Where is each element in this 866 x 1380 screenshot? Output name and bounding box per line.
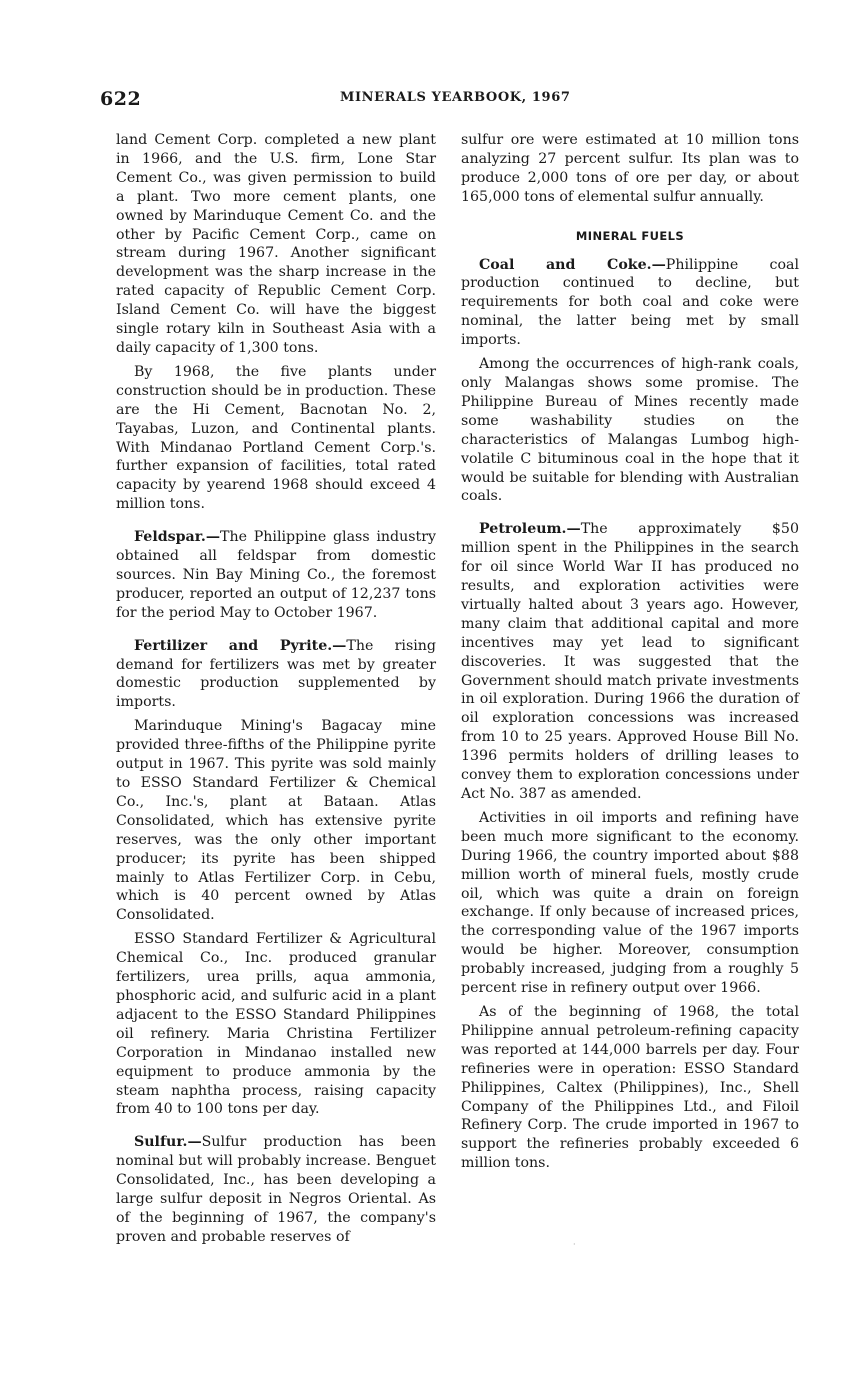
- fertilizer-heading: Fertilizer and Pyrite.—: [134, 637, 347, 654]
- scan-speck: ·: [573, 1240, 576, 1249]
- right-column: [461, 131, 799, 1173]
- paragraph-oil-imports: Activities in oil imports and refining have been much more significant to the economy. During 1966, the country imported about $88 million worth of mineral fuels, mostly crude oil, which was quite a drain on foreign exchange. If only because of increased prices, the corresponding value of the 1967 imports would be higher. Moreover, consumption probably increased, judging from a roughly 5 percent rise in refinery output over 1966.: [461, 809, 799, 997]
- fertilizer-text: The rising demand for fertilizers was met by greater domestic production supplemented by imports.: [116, 637, 436, 711]
- paragraph-fertilizer: [116, 637, 436, 713]
- sulfur-text: Sulfur production has been nominal but will probably increase. Benguet Consolidated, Inc., has been developing a large sulfur deposit in Negros Oriental. As of the beginning of 1967, the company's proven and probable reserves of: [116, 1134, 436, 1245]
- paragraph-esso-fertilizer: ESSO Standard Fertilizer & Agricultural Chemical Co., Inc. produced granular fertilizers, urea prills, aqua ammonia, phosphoric acid, and sulfuric acid in a plant adjacent to the ESSO Standard Philippines oil refinery. Maria Christina Fertilizer Corporation in Mindanao installed new equipment to produce ammonia by the steam naphtha process, raising capacity from 40 to 100 tons per day.: [116, 931, 436, 1118]
- petroleum-text: The approximately $50 million spent in the Philippines in the search for oil since World War II has produced no results, and exploration activities were virtually halted about 3 years ago. However, many claim that additional capital and more incentives may yet lead to significant discoveries. It was suggested that the Government should match private investments in oil exploration. During 1966 the duration of oil exploration concessions was increased from 10 to 25 years. Approved House Bill No. 1396 permits holders of drilling leases to convey them to exploration concessions under Act No. 387 as amended.: [461, 521, 799, 802]
- paragraph-high-rank-coals: Among the occurrences of high-rank coals, only Malangas shows some promise. The Philippine Bureau of Mines recently made some washability studies on the characteristics of Malangas Lumbog high-volatile C bituminous coal in the hope that it would be suitable for blending with Australian coals.: [461, 356, 799, 505]
- feldspar-heading: Feldspar.—: [134, 529, 221, 546]
- running-head: MINERALS YEARBOOK, 1967: [340, 90, 571, 105]
- feldspar-text: The Philippine glass industry obtained all feldspar from domestic sources. Nin Bay Mining Co., the foremost producer, reported an output of 12,237 tons for the period May to October 1967.: [116, 529, 436, 621]
- coal-text: Philippine coal production continued to decline, but requirements for both coal and coke were nominal, the latter being met by small imports.: [461, 256, 799, 349]
- paragraph-feldspar: [116, 528, 436, 623]
- section-heading-mineral-fuels: MINERAL FUELS: [575, 228, 685, 243]
- coal-heading: Coal and Coke.—: [479, 256, 666, 273]
- paragraph-sulfur: [116, 1133, 436, 1246]
- paragraph-petroleum: [461, 520, 799, 804]
- paragraph-refining-capacity: As of the beginning of 1968, the total Philippine annual petroleum-refining capacity was reported at 144,000 barrels per day. Four refineries were in operation: ESSO Standard Philippines, Caltex (Philippines), Inc., Shell Company of the Philippines Ltd., and Filoil Refinery Corp. The crude imported in 1967 to support the refineries probably exceeded 6 million tons.: [461, 1003, 799, 1172]
- petroleum-heading: Petroleum.—: [479, 521, 581, 538]
- left-column: [116, 131, 436, 1247]
- page-number: 622: [100, 88, 142, 110]
- paragraph-marinduque: Marinduque Mining's Bagacay mine provided three-fifths of the Philippine pyrite output in 1967. This pyrite was sold mainly to ESSO Standard Fertilizer & Chemical Co., Inc.'s, plant at Bataan. Atlas Consolidated, which has extensive pyrite reserves, was the only other important producer; its pyrite has been shipped mainly to Atlas Fertilizer Corp. in Cebu, which is 40 percent owned by Atlas Consolidated.: [116, 718, 436, 924]
- sulfur-heading: Sulfur.—: [134, 1134, 202, 1151]
- page-header: [100, 88, 800, 112]
- paragraph-cement-continued: land Cement Corp. completed a new plant in 1966, and the U.S. firm, Lone Star Cement Co., was given permission to build a plant. Two more cement plants, one owned by Marinduque Cement Co. and the other by Pacific Cement Corp., came on stream during 1967. Another significant development was the sharp increase in the rated capacity of Republic Cement Corp. Island Cement Co. will have the biggest single rotary kiln in Southeast Asia with a daily capacity of 1,300 tons.: [116, 132, 436, 356]
- paragraph-coal-coke: [461, 256, 799, 351]
- paragraph-cement-plants: By 1968, the five plants under construction should be in production. These are the Hi Cement, Bacnotan No. 2, Tayabas, Luzon, and Continental plants. With Mindanao Portland Cement Corp.'s. further expansion of facilities, total rated capacity by yearend 1968 should exceed 4 million tons.: [116, 363, 436, 513]
- paragraph-sulfur-continued: sulfur ore were estimated at 10 million tons analyzing 27 percent sulfur. Its plan was to produce 2,000 tons of ore per day, or about 165,000 tons of elemental sulfur annually.: [461, 132, 799, 205]
